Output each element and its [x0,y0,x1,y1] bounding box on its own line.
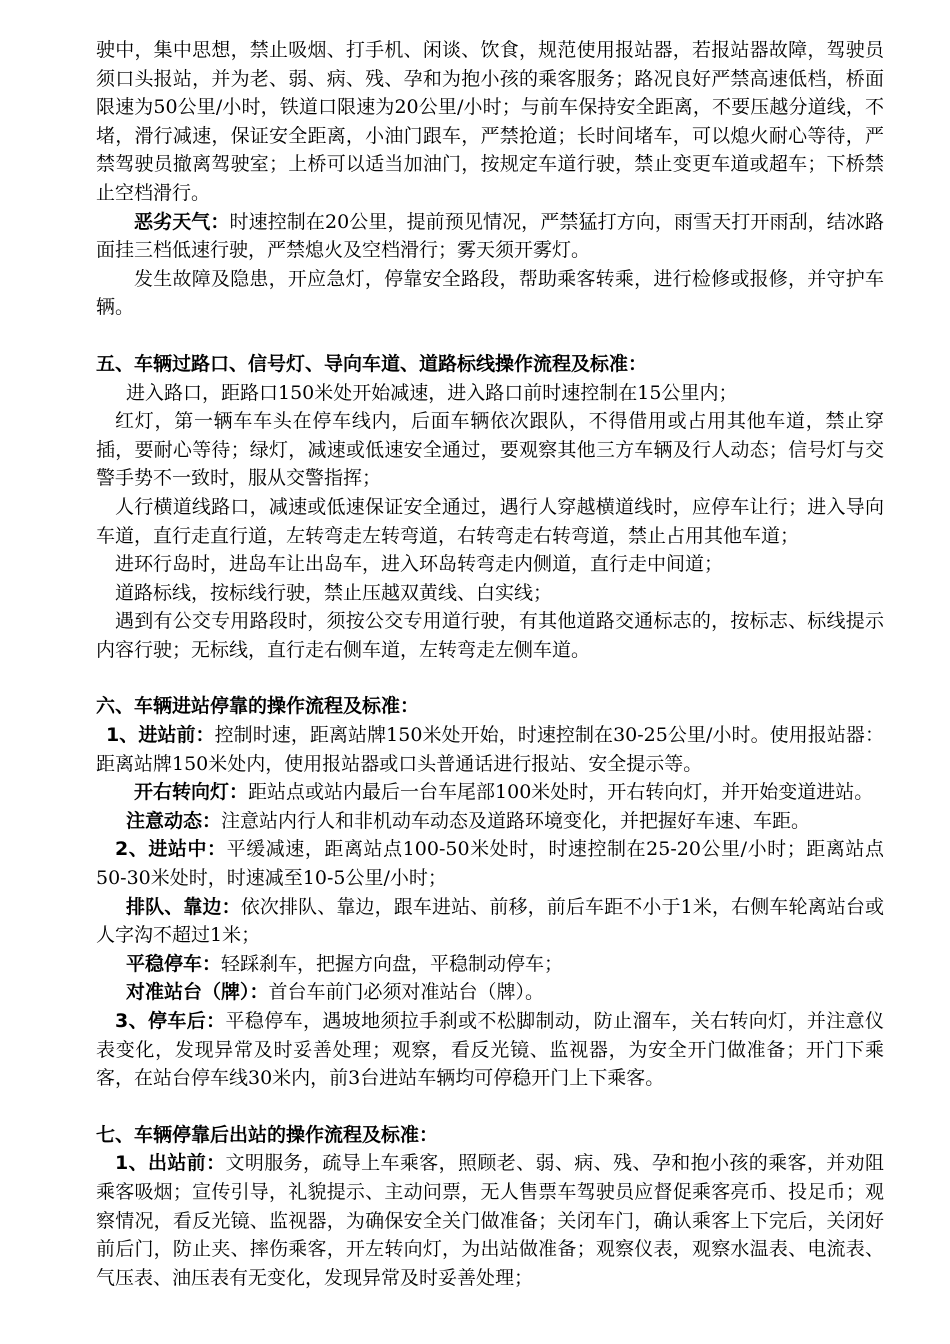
section6-step1 [96,721,884,778]
section7-step1 [96,1149,884,1292]
stop-paragraph [96,950,884,979]
bad-weather-paragraph [96,208,884,265]
section5-p5: 道路标线，按标线行驶，禁止压越双黄线、白实线； [115,581,553,604]
stop-text: 轻踩刹车，把握方向盘，平稳制动停车； [221,952,564,975]
section7-step1-text: 文明服务，疏导上车乘客，照顾老、弱、病、残、孕和抱小孩的乘客，并劝阻乘客吸烟；宣传引导，礼貌提示、主动问票，无人售票车驾驶员应督促乘客亮币、投足币；观察情况，看反光镜、监视器，为确保安全关门做准备；关闭车门，确认乘客上下完后，关闭好前后门，防止夹、摔伤乘客，开左转向灯，为出站做准备；观察仪表，观察水温表、电流表、气压表、油压表有无变化，发现异常及时妥善处理； [96,1152,884,1289]
queue-label: 排队、靠边： [126,895,241,918]
section5-p4: 进环行岛时，进岛车让出岛车，进入环岛转弯走内侧道，直行走中间道； [115,553,724,576]
align-paragraph [96,978,884,1007]
bad-weather-label: 恶劣天气： [134,210,230,233]
attention-text: 注意站内行人和非机动车动态及道路环境变化，并把握好车速、车距。 [221,809,811,832]
right-signal-text: 距站点或站内最后一台车尾部100米处时，开右转向灯，并开始变道进站。 [248,781,874,804]
align-label: 对准站台（牌）： [126,981,269,1004]
attention-paragraph [96,807,884,836]
section6-step2 [96,835,884,892]
section5-heading: 五、车辆过路口、信号灯、导向车道、道路标线操作流程及标准： [96,352,648,375]
section5-p1: 进入路口，距路口150米处开始减速，进入路口前时速控制在15公里内； [126,381,738,404]
step2-text: 平缓减速，距离站点100-50米处时，时速控制在25-20公里/小时；距离站点50-30米处时，时速减至10-5公里/小时； [96,838,884,890]
step3-text: 平稳停车，遇坡地须拉手刹或不松脚制动，防止溜车，关右转向灯，并注意仪表变化，发现异常及时妥善处理；观察，看反光镜、监视器，为安全开门做准备；开门下乘客，在站台停车线30米内，前3台进站车辆均可停稳开门上下乘客。 [96,1010,884,1090]
right-signal-paragraph [96,778,884,807]
step1-text: 控制时速，距离站牌150米处开始，时速控制在30-25公里/小时。使用报站器：距离站牌150米处内，使用报站器或口头普通话进行报站、安全提示等。 [96,724,884,775]
queue-text: 依次排队、靠边，跟车进站、前移，前后车距不小于1米，右侧车轮离站台或人字沟不超过1米； [96,895,884,947]
fault-paragraph: 发生故障及隐患，开应急灯，停靠安全路段，帮助乘客转乘，进行检修或报修，并守护车辆。 [96,267,884,319]
step2-label: 2、进站中： [115,838,227,861]
attention-label: 注意动态： [126,809,222,832]
section5-p6: 遇到有公交专用路段时，须按公交专用道行驶，有其他道路交通标志的，按标志、标线提示内容行驶；无标线，直行走右侧车道，左转弯走左侧车道。 [96,610,884,661]
section5-p2: 红灯，第一辆车车头在停车线内，后面车辆依次跟队，不得借用或占用其他车道，禁止穿插，要耐心等待；绿灯，减速或低速安全通过，要观察其他三方车辆及行人动态；信号灯与交警手势不一致时，服从交警指挥； [96,410,884,490]
align-text: 首台车前门必须对准站台（牌）。 [268,981,545,1004]
right-signal-label: 开右转向灯： [134,781,249,804]
section5-p3: 人行横道线路口，减速或低速保证安全通过，遇行人穿越横道线时，应停车让行；进入导向车道，直行走直行道，左转弯走左转弯道，右转弯走右转弯道，禁止占用其他车道； [96,495,884,547]
section7-step1-label: 1、出站前： [115,1152,226,1175]
section6-heading: 六、车辆进站停靠的操作流程及标准： [96,695,420,718]
step3-label: 3、停车后： [115,1010,226,1032]
section7-heading: 七、车辆停靠后出站的操作流程及标准： [96,1123,439,1146]
step1-label: 1、进站前： [106,724,215,747]
bad-weather-text: 时速控制在20公里，提前预见情况，严禁猛打方向，雨雪天打开雨刮，结冰路面挂三档低速行驶，严禁熄火及空档滑行；雾天须开雾灯。 [96,210,884,262]
stop-label: 平稳停车： [126,952,222,975]
intro-paragraph: 驶中，集中思想，禁止吸烟、打手机、闲谈、饮食，规范使用报站器，若报站器故障，驾驶员须口头报站，并为老、弱、病、残、孕和为抱小孩的乘客服务；路况良好严禁高速低档，桥面限速为50公里/小时，铁道口限速为20公里/小时；与前车保持安全距离，不要压越分道线，不堵，滑行减速，保证安全距离，小油门跟车，严禁抢道；长时间堵车，可以熄火耐心等待，严禁驾驶员撤离驾驶室；上桥可以适当加油门，按规定车道行驶，禁止变更车道或超车；下桥禁止空档滑行。 [96,39,884,204]
queue-paragraph [96,893,884,950]
section6-step3 [96,1007,884,1093]
